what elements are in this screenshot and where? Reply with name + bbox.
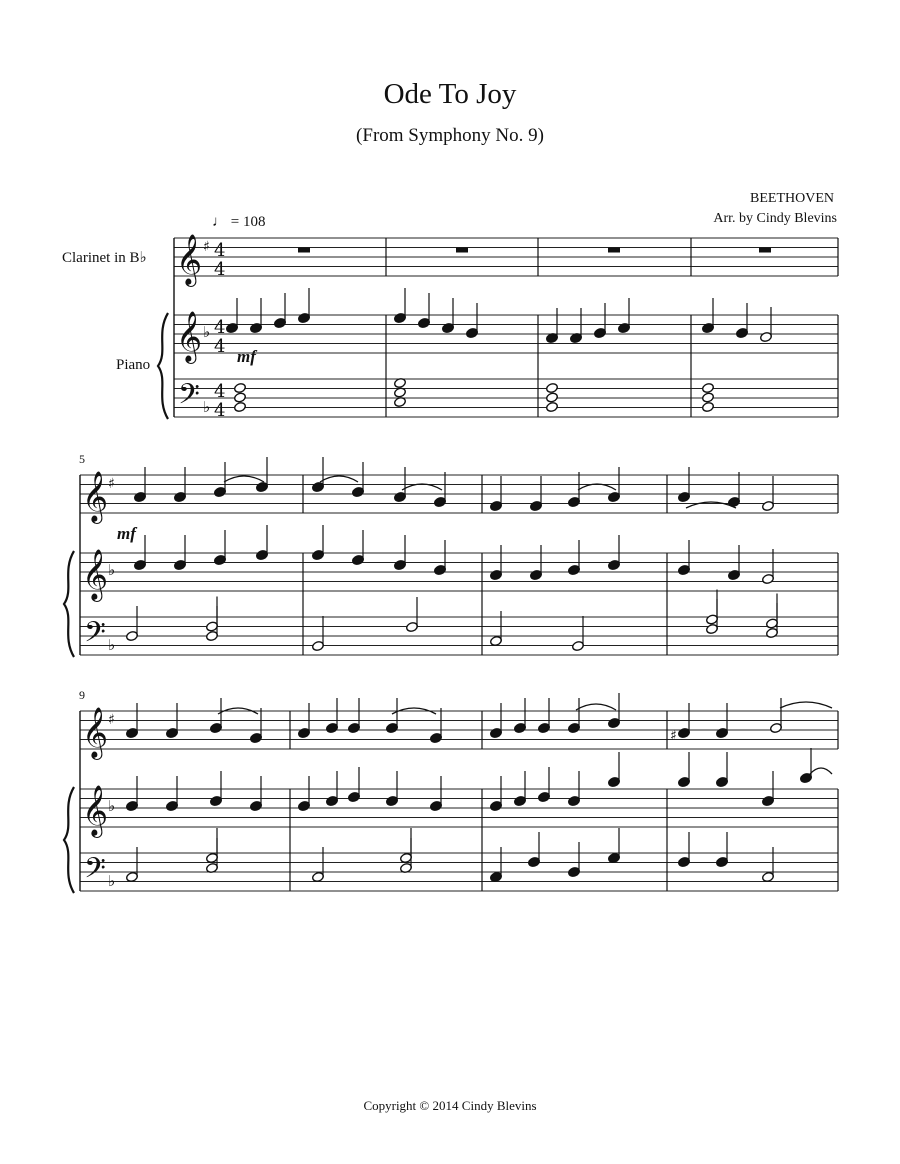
slur	[224, 476, 264, 482]
bass-clef: 𝄢	[84, 852, 106, 892]
key-signature-flat: ♭	[108, 797, 116, 815]
slur	[780, 702, 832, 708]
note-head	[234, 401, 247, 412]
note-head	[546, 392, 559, 403]
key-signature-flat: ♭	[108, 636, 116, 654]
note-head	[702, 401, 715, 412]
dynamic-marking: mf	[117, 524, 136, 543]
time-signature: 4	[214, 317, 226, 338]
accidental-sharp: ♯	[670, 728, 677, 744]
time-signature: 4	[214, 240, 226, 261]
slur	[810, 768, 832, 774]
time-signature: 4	[214, 400, 226, 421]
key-signature-flat: ♭	[108, 561, 116, 579]
piano-brace	[64, 551, 74, 657]
treble-clef: 𝄞	[82, 707, 109, 758]
key-signature-flat: ♭	[203, 323, 211, 341]
slur	[320, 476, 358, 482]
dynamic-marking: mf	[237, 347, 256, 366]
tempo-marking: ♩ = 108	[212, 214, 266, 230]
bass-clef: 𝄢	[84, 616, 106, 656]
copyright-notice: Copyright © 2014 Cindy Blevins	[363, 1098, 537, 1113]
key-signature-flat: ♭	[108, 872, 116, 890]
treble-clef: 𝄞	[176, 234, 203, 285]
whole-rest	[456, 248, 468, 253]
arranger-credit: Arr. by Cindy Blevins	[713, 211, 837, 226]
instrument-label-piano: Piano	[116, 357, 151, 373]
piano-brace	[64, 787, 74, 893]
measure-number: 5	[79, 452, 85, 466]
instrument-label-clarinet: Clarinet in B♭	[62, 250, 147, 266]
note-head	[546, 382, 559, 393]
time-signature: 4	[214, 259, 226, 280]
whole-rest	[298, 248, 310, 253]
time-signature: 4	[214, 381, 226, 402]
treble-clef: 𝄞	[176, 311, 203, 362]
key-signature-flat: ♭	[203, 398, 211, 416]
composer-credit: BEETHOVEN	[750, 191, 834, 206]
slur	[576, 704, 616, 710]
time-signature: 4	[214, 336, 226, 357]
piano-brace	[158, 313, 168, 419]
key-signature-sharp: ♯	[108, 712, 115, 728]
note-head	[234, 392, 247, 403]
note-head	[702, 392, 715, 403]
treble-clef: 𝄞	[82, 549, 109, 600]
note-head	[702, 382, 715, 393]
measure-number: 9	[79, 688, 85, 702]
whole-rest	[608, 248, 620, 253]
bass-clef: 𝄢	[178, 378, 200, 418]
score-title: Ode To Joy	[383, 78, 517, 110]
whole-rest	[759, 248, 771, 253]
treble-clef: 𝄞	[82, 785, 109, 836]
key-signature-sharp: ♯	[203, 239, 210, 255]
note-head	[546, 401, 559, 412]
key-signature-sharp: ♯	[108, 476, 115, 492]
treble-clef: 𝄞	[82, 471, 109, 522]
score-subtitle: (From Symphony No. 9)	[356, 125, 544, 146]
note-head	[234, 382, 247, 393]
